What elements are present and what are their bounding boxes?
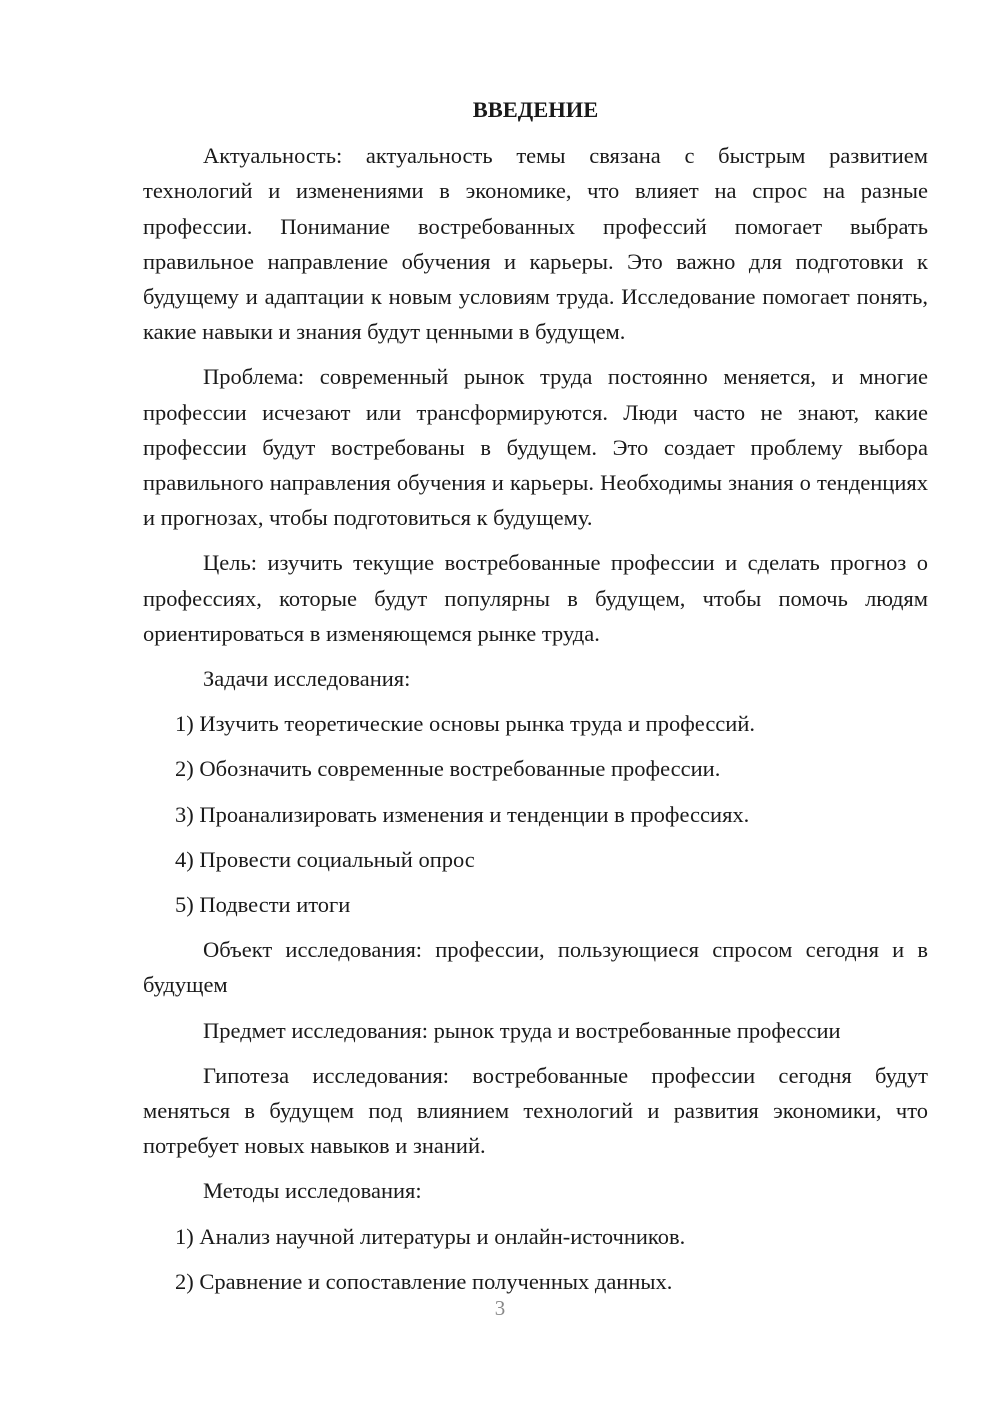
paragraph-problem: Проблема: современный рынок труда постоянно меняется, и многие профессии исчезают или трансформируются. Люди часто не знают, какие профессии будут востребованы в будущем. Это создает проблему выбора правильного направления обучения и карьеры. Необходимы знания о тенденциях и прогнозах, чтобы подготовиться к будущему. — [143, 364, 928, 531]
method-item: 1) Анализ научной литературы и онлайн-источников. — [175, 1223, 686, 1249]
task-item: 3) Проанализировать изменения и тенденции в профессиях. — [175, 801, 750, 827]
document-page — [143, 92, 928, 1309]
paragraph-relevance: Актуальность: актуальность темы связана с быстрым развитием технологий и изменениями в экономике, что влияет на спрос на разные профессии. Понимание востребованных профессий помогает выбрать правильное направление обучения и карьеры. Это важно для подготовки к будущему и адаптации к новым условиям труда. Исследование помогает понять, какие навыки и знания будут ценными в будущем. — [143, 143, 928, 345]
task-item: 2) Обозначить современные востребованные профессии. — [175, 756, 721, 782]
page-title: ВВЕДЕНИЕ — [472, 97, 599, 122]
task-item: 5) Подвести итоги — [175, 892, 351, 918]
tasks-heading: Задачи исследования: — [203, 666, 411, 692]
paragraph-subject: Предмет исследования: рынок труда и востребованные профессии — [203, 1017, 841, 1043]
task-item: 1) Изучить теоретические основы рынка труда и профессий. — [175, 711, 756, 737]
task-item: 4) Провести социальный опрос — [175, 846, 475, 872]
paragraph-hypothesis: Гипотеза исследования: востребованные профессии сегодня будут меняться в будущем под влиянием технологий и развития экономики, что потребует новых навыков и знаний. — [143, 1062, 928, 1159]
paragraph-object: Объект исследования: профессии, пользующиеся спросом сегодня и в будущем — [143, 937, 928, 998]
methods-heading: Методы исследования: — [203, 1178, 422, 1204]
paragraph-goal: Цель: изучить текущие востребованные профессии и сделать прогноз о профессиях, которые будут популярны в будущем, чтобы помочь людям ориентироваться в изменяющемся рынке труда. — [143, 550, 928, 646]
method-item: 2) Сравнение и сопоставление полученных данных. — [175, 1268, 673, 1294]
page-number: 3 — [494, 1296, 506, 1320]
